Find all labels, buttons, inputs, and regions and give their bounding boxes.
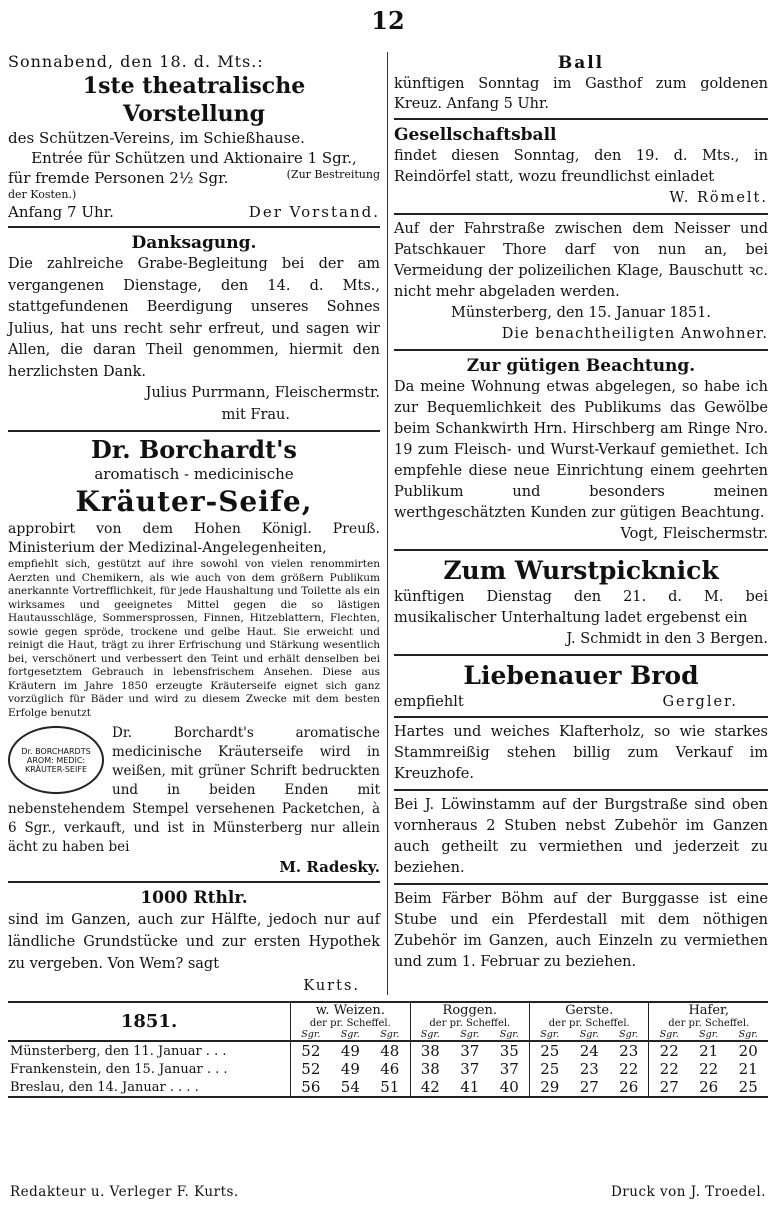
bread-recommend: empfiehlt xyxy=(394,694,464,710)
theater-signature: Der Vorstand. xyxy=(248,203,380,221)
divider xyxy=(8,430,380,432)
price-value: 37 xyxy=(499,1060,519,1078)
price-value: 38 xyxy=(410,1060,450,1078)
price-value: 56 xyxy=(291,1078,331,1097)
notice-heading: Zur gütigen Beachtung. xyxy=(466,356,696,376)
price-value: 27 xyxy=(649,1078,689,1097)
price-value: 41 xyxy=(450,1078,489,1097)
ball-heading: Ball xyxy=(557,53,605,73)
unit-label: Sgr. xyxy=(619,1029,639,1040)
price-value: 25 xyxy=(530,1060,570,1078)
unit-label: Sgr. xyxy=(579,1029,599,1040)
price-value: 52 xyxy=(291,1060,331,1078)
price-value: 23 xyxy=(609,1041,649,1060)
road-notice xyxy=(394,219,768,345)
gesellschaftsball-heading: Gesellschaftsball xyxy=(394,125,557,145)
price-value: 46 xyxy=(380,1060,400,1078)
price-value: 38 xyxy=(410,1041,450,1060)
price-value: 22 xyxy=(649,1060,689,1078)
thanks-heading: Danksagung. xyxy=(131,233,257,253)
ball-ad xyxy=(394,52,768,114)
price-rows xyxy=(8,1041,768,1097)
unit-label: Sgr. xyxy=(530,1029,570,1041)
price-year: 1851. xyxy=(8,1002,291,1041)
grain-header-oats: Hafer, xyxy=(649,1002,768,1018)
unit-label: Sgr. xyxy=(499,1029,519,1040)
grain-header-wheat: w. Weizen. xyxy=(291,1002,410,1018)
divider xyxy=(394,883,768,885)
stable-ad xyxy=(394,889,768,973)
soap-body: empfiehlt sich, gestützt auf ihre sowohl von vielen renommirten Aerzten und Chemikern, als wie auch von dem größern Publikum anerkannte Vortrefflichkeit, für jede Haushaltung und Toilette als ein wirksames und geeignetes Mittel gegen die so lästigen Hautausschläge, Sommersprossen, Finnen, Hitzeblattern, Flechten, sowie gegen spröde, trockene und gelbe Haut. Sie erweicht und reinigt die Haut, trägt zu ihrer Erfrischung und Stärkung wesentlich bei, verschönert und verbessert den Teint und erhält denselben bei fortgesetztem Gebrauch in lebensfrischem Ansehen. Diese aus Kräutern im Jahre 1850 erzeugte Kräuterseife eignet sich ganz vorzüglich für Bäder und wird zu diesem Zwecke mit dem besten Erfolge benutzt xyxy=(8,558,380,719)
price-value: 25 xyxy=(728,1078,768,1097)
unit-label: Sgr. xyxy=(291,1029,331,1041)
loan-heading: 1000 Rthlr. xyxy=(140,888,248,908)
stable-body: Beim Färber Böhm auf der Burggasse ist eine Stube und ein Pferdestall mit dem nöthigen Zubehör im Ganzen, auch Einzeln zu vermiethen und zum 1. Februar zu beziehen. xyxy=(394,891,768,970)
soap-stamp-image xyxy=(8,726,104,794)
divider xyxy=(394,213,768,215)
soap-ad xyxy=(8,436,380,877)
footer-publisher: Redakteur u. Verleger F. Kurts. xyxy=(10,1184,239,1200)
notice-body: Da meine Wohnung etwas abgelegen, so habe ich zur Bequemlichkeit des Publikums das Gewölbe beim Schankwirth Hrn. Hirschberg am Ringe Nro. 19 zum Fleisch- und Wurst-Verkauf gemiethet. Ich empfehle diese neue Einrichtung einem geehrten Publikum und besonders meinen werthgeschätzten Kunden zur gütigen Beachtung. xyxy=(394,379,768,521)
theater-line4: der Kosten.) xyxy=(8,188,77,201)
stamp-text: Dr. BORCHARDTS AROM: MEDIC: KRÄUTER-SEIFE xyxy=(21,746,91,774)
price-value: 21 xyxy=(689,1041,728,1060)
soap-approval: approbirt von dem Hohen Königl. Preuß. Ministerium der Medizinal-Angelegenheiten, xyxy=(8,521,380,556)
bread-seller: Gergler. xyxy=(662,694,738,710)
price-value: 37 xyxy=(450,1041,489,1060)
price-row-place: Münsterberg, den 11. Januar . . . xyxy=(8,1041,291,1060)
footer xyxy=(10,1184,766,1200)
price-table xyxy=(8,1001,768,1098)
loan-body: sind im Ganzen, auch zur Hälfte, jedoch nur auf ländliche Grundstücke und zur ersten Hypothek zu vergeben. Von Wem? sagt xyxy=(8,912,380,972)
price-value: 26 xyxy=(689,1078,728,1097)
picnic-heading: Zum Wurstpicknick xyxy=(443,556,719,585)
picnic-ad xyxy=(394,555,768,650)
divider xyxy=(394,118,768,120)
grain-price-table xyxy=(8,1001,768,1098)
thanks-ad xyxy=(8,232,380,426)
price-value: 25 xyxy=(530,1041,570,1060)
ball-body: künftigen Sonntag im Gasthof zum goldenen Kreuz. Anfang 5 Uhr. xyxy=(394,76,768,112)
divider xyxy=(394,716,768,718)
price-value: 22 xyxy=(699,1060,719,1078)
price-row xyxy=(8,1078,768,1097)
unit-label: Sgr. xyxy=(380,1029,400,1040)
wood-body: Hartes und weiches Klafterholz, so wie starkes Stammreißig stehen billig zum Verkauf im Kreuzhofe. xyxy=(394,724,768,782)
theater-ad xyxy=(8,52,380,222)
rooms-body: Bei J. Löwinstamm auf der Burgstraße sind oben vornheraus 2 Stuben nebst Zubehör im Ganzen auch getheilt zu vermiethen und jederzeit zu beziehen. xyxy=(394,797,768,876)
price-value: 21 xyxy=(738,1060,758,1078)
price-value: 22 xyxy=(619,1060,639,1078)
notice-signature: Vogt, Fleischermstr. xyxy=(620,526,768,542)
column-divider xyxy=(387,52,388,995)
grain-header-barley: Gerste. xyxy=(530,1002,649,1018)
price-value: 26 xyxy=(609,1078,649,1097)
theater-line1: des Schützen-Vereins, im Schießhause. xyxy=(8,129,305,147)
price-value: 51 xyxy=(370,1078,410,1097)
gesellschaftsball-body: findet diesen Sonntag, den 19. d. Mts., in Reindörfel statt, wozu freundlichst einladet xyxy=(394,148,768,185)
soap-product: Kräuter-Seife, xyxy=(75,485,313,518)
unit-label: Sgr. xyxy=(699,1029,719,1040)
gesellschaftsball-signature: W. Römelt. xyxy=(669,190,768,206)
theater-line3b: (Zur Bestreitung xyxy=(286,168,380,181)
theater-start: Anfang 7 Uhr. xyxy=(8,203,114,221)
price-value: 49 xyxy=(331,1041,370,1060)
price-value: 40 xyxy=(490,1078,530,1097)
road-body: Auf der Fahrstraße zwischen dem Neisser und Patschkauer Thore darf von nun an, bei Vermeidung der polizeilichen Klage, Bauschutt ꝛc. nicht mehr abgeladen werden. xyxy=(394,221,768,300)
bread-ad xyxy=(394,660,768,712)
soap-body2: Dr. Borchardt's aromatische medicinische Kräuterseife wird in weißen, mit grüner Schrift bedruckten und in beiden Enden mit nebenstehendem Stempel versehenen Packetchen, à 6 Sgr., verkauft, und ist in Münsterberg nur allein ächt zu haben bei xyxy=(8,725,380,855)
price-row xyxy=(8,1041,768,1060)
theater-line2: Entrée für Schützen und Aktionaire 1 Sgr., xyxy=(31,149,357,167)
left-column xyxy=(8,52,380,997)
price-value: 27 xyxy=(570,1078,609,1097)
unit-sub: der pr. Scheffel. xyxy=(649,1018,768,1029)
price-value: 42 xyxy=(410,1078,450,1097)
divider xyxy=(8,881,380,883)
divider xyxy=(394,549,768,551)
footer-printer: Druck von J. Troedel. xyxy=(610,1184,766,1200)
price-value: 29 xyxy=(530,1078,570,1097)
price-value: 24 xyxy=(570,1041,609,1060)
picnic-body: künftigen Dienstag den 21. d. M. bei musikalischer Unterhaltung ladet ergebenst ein xyxy=(394,589,768,626)
price-value: 54 xyxy=(331,1078,370,1097)
thanks-body: Die zahlreiche Grabe-Begleitung bei der am vergangenen Dienstage, den 14. d. Mts., stattgefundenen Beerdigung unseres Sohnes Julius, hat uns recht sehr erfreut, und sagen wir Allen, die daran Theil genommen, hiermit den herzlichsten Dank. xyxy=(8,256,380,380)
price-value: 22 xyxy=(649,1041,689,1060)
thanks-signature2: mit Frau. xyxy=(221,406,290,423)
unit-label: Sgr. xyxy=(738,1029,758,1040)
unit-label: Sgr. xyxy=(410,1029,450,1041)
unit-label: Sgr. xyxy=(340,1029,360,1040)
price-value: 49 xyxy=(340,1060,360,1078)
bread-heading: Liebenauer Brod xyxy=(463,661,699,690)
page-number: 12 xyxy=(371,6,405,35)
soap-seller: M. Radesky. xyxy=(279,858,380,876)
gesellschaftsball-ad xyxy=(394,124,768,209)
divider xyxy=(394,349,768,351)
theater-title: 1ste theatralische Vorstellung xyxy=(82,73,306,127)
divider xyxy=(394,654,768,656)
road-signature: Die benachtheiligten Anwohner. xyxy=(501,326,768,342)
price-value: 37 xyxy=(460,1060,480,1078)
divider xyxy=(394,789,768,791)
unit-label: Sgr. xyxy=(460,1029,480,1040)
price-row-place: Breslau, den 14. Januar . . . . xyxy=(8,1078,291,1097)
unit-sub: der pr. Scheffel. xyxy=(410,1018,529,1029)
soap-subtitle: aromatisch - medicinische xyxy=(94,465,294,483)
loan-ad xyxy=(8,887,380,997)
rooms-ad xyxy=(394,795,768,879)
unit-sub: der pr. Scheffel. xyxy=(530,1018,649,1029)
price-row-place: Frankenstein, den 15. Januar . . . xyxy=(10,1061,228,1077)
notice-ad xyxy=(394,355,768,545)
unit-label: Sgr. xyxy=(649,1029,689,1041)
right-column xyxy=(394,52,768,973)
price-value: 52 xyxy=(291,1041,331,1060)
price-value: 48 xyxy=(370,1041,410,1060)
divider xyxy=(8,226,380,228)
price-value: 20 xyxy=(728,1041,768,1060)
thanks-signature1: Julius Purrmann, Fleischermstr. xyxy=(145,385,380,401)
price-value: 23 xyxy=(579,1060,599,1078)
wood-ad xyxy=(394,722,768,785)
grain-header-rye: Roggen. xyxy=(410,1002,529,1018)
loan-signature: Kurts. xyxy=(303,978,360,994)
unit-sub: der pr. Scheffel. xyxy=(291,1018,410,1029)
theater-line3a: für fremde Personen 2½ Sgr. xyxy=(8,169,229,187)
soap-title: Dr. Borchardt's xyxy=(91,435,297,464)
price-value: 35 xyxy=(490,1041,530,1060)
picnic-signature: J. Schmidt in den 3 Bergen. xyxy=(566,631,768,647)
theater-date: Sonnabend, den 18. d. Mts.: xyxy=(8,52,264,71)
price-row xyxy=(8,1060,768,1078)
road-date: Münsterberg, den 15. Januar 1851. xyxy=(451,305,711,321)
